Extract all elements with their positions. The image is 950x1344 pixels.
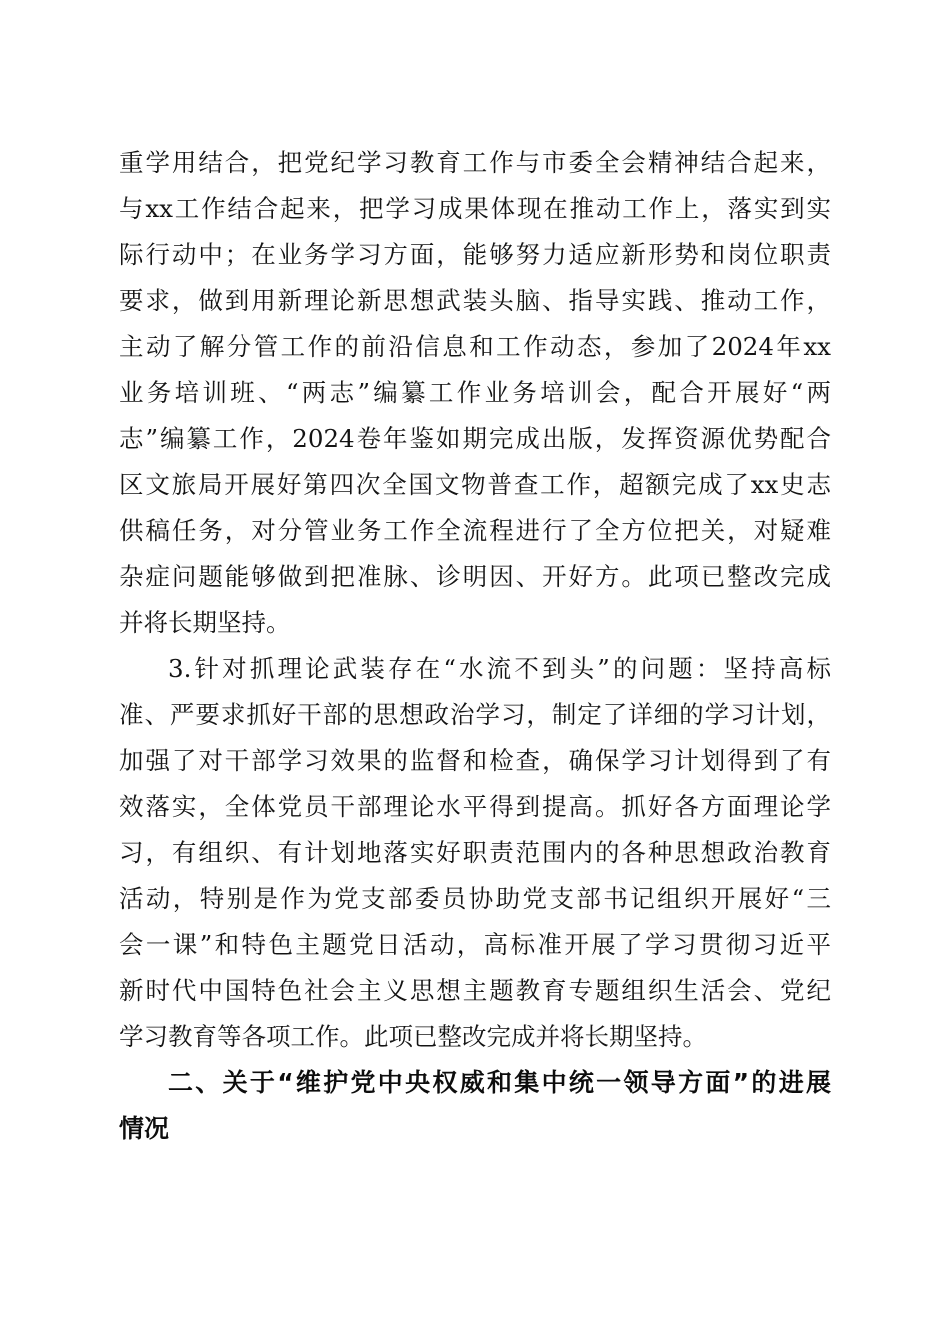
text-line: 习，有组织、有计划地落实好职责范围内的各种思想政治教育 — [119, 838, 831, 867]
text-line: 3.针对抓理论武装存在“水流不到头”的问题：坚持高标 — [168, 654, 831, 683]
text-line: 会一课”和特色主题党日活动，高标准开展了学习贯彻习近平 — [119, 930, 831, 959]
heading-line: 情况 — [119, 1114, 170, 1143]
text-line: 志”编纂工作，2024卷年鉴如期完成出版，发挥资源优势配合 — [119, 424, 831, 453]
text-line: 际行动中；在业务学习方面，能够努力适应新形势和岗位职责 — [119, 240, 831, 269]
text-line: 重学用结合，把党纪学习教育工作与市委全会精神结合起来， — [119, 148, 831, 177]
text-line: 准、严要求抓好干部的思想政治学习，制定了详细的学习计划， — [119, 700, 831, 729]
text-line: 与xx工作结合起来，把学习成果体现在推动工作上，落实到实 — [119, 194, 831, 223]
text-line: 供稿任务，对分管业务工作全流程进行了全方位把关，对疑难 — [119, 516, 831, 545]
heading-line: 二、关于“维护党中央权威和集中统一领导方面”的进展 — [168, 1068, 831, 1097]
text-line: 学习教育等各项工作。此项已整改完成并将长期坚持。 — [119, 1022, 707, 1051]
text-line: 区文旅局开展好第四次全国文物普查工作，超额完成了xx史志 — [119, 470, 831, 499]
text-line: 加强了对干部学习效果的监督和检查，确保学习计划得到了有 — [119, 746, 831, 775]
text-line: 杂症问题能够做到把准脉、诊明因、开好方。此项已整改完成 — [119, 562, 831, 591]
text-line: 业务培训班、“两志”编纂工作业务培训会，配合开展好“两 — [119, 378, 831, 407]
text-line: 新时代中国特色社会主义思想主题教育专题组织生活会、党纪 — [119, 976, 831, 1005]
text-line: 并将长期坚持。 — [119, 608, 291, 637]
text-line: 主动了解分管工作的前沿信息和工作动态，参加了2024年xx — [119, 332, 831, 361]
text-line: 活动，特别是作为党支部委员协助党支部书记组织开展好“三 — [119, 884, 831, 913]
text-line: 效落实，全体党员干部理论水平得到提高。抓好各方面理论学 — [119, 792, 831, 821]
text-line: 要求，做到用新理论新思想武装头脑、指导实践、推动工作， — [119, 286, 831, 315]
